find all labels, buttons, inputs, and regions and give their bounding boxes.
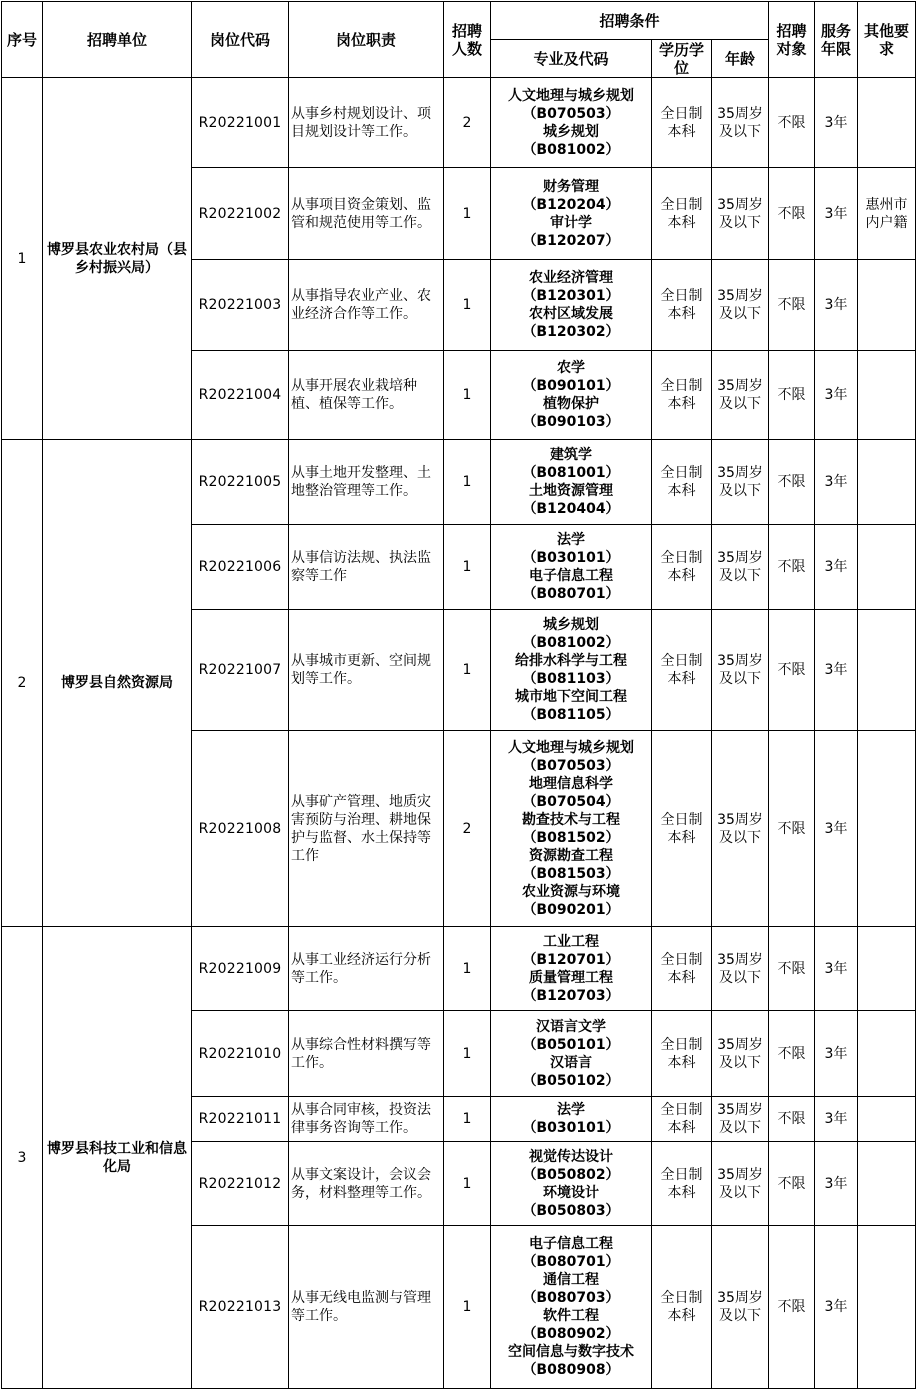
- major-line: （B070504）: [522, 793, 620, 810]
- other-cell: [858, 260, 916, 351]
- count-cell: 1: [444, 168, 491, 260]
- target-cell: 不限: [769, 168, 815, 260]
- service-cell: 3年: [815, 525, 858, 610]
- count-cell: 1: [444, 351, 491, 440]
- target-cell: 不限: [769, 260, 815, 351]
- other-cell: [858, 927, 916, 1011]
- major-cell: [491, 1226, 652, 1389]
- age-cell: 35周岁及以下: [712, 731, 769, 927]
- major-line: （B090201）: [522, 901, 620, 918]
- service-cell: 3年: [815, 351, 858, 440]
- target-cell: 不限: [769, 351, 815, 440]
- unit-cell: 博罗县科技工业和信息化局: [43, 927, 192, 1389]
- edu-cell: 全日制本科: [652, 525, 712, 610]
- major-line: 通信工程: [543, 1272, 599, 1288]
- edu-cell: 全日制本科: [652, 610, 712, 731]
- count-cell: 1: [444, 1226, 491, 1389]
- major-cell: [491, 351, 652, 440]
- recruitment-table: [1, 1, 916, 1389]
- duty-cell: 从事文案设计，会议会务，材料整理等工作。: [289, 1142, 444, 1226]
- major-cell: [491, 260, 652, 351]
- major-line: （B070503）: [522, 105, 620, 122]
- major-line: 城乡规划: [543, 617, 599, 633]
- other-cell: [858, 731, 916, 927]
- edu-cell: 全日制本科: [652, 927, 712, 1011]
- other-cell: [858, 525, 916, 610]
- major-line: 汉语言: [550, 1054, 592, 1071]
- major-line: （B081502）: [522, 829, 620, 846]
- header-service: 服务年限: [815, 2, 858, 78]
- age-cell: 35周岁及以下: [712, 927, 769, 1011]
- post-code-cell: R20221010: [192, 1011, 289, 1097]
- post-code-cell: R20221013: [192, 1226, 289, 1389]
- age-cell: 35周岁及以下: [712, 1011, 769, 1097]
- target-cell: 不限: [769, 1011, 815, 1097]
- major-line: （B120301）: [522, 288, 620, 304]
- count-cell: 1: [444, 1097, 491, 1142]
- major-line: 工业工程: [543, 933, 599, 950]
- other-cell: 惠州市内户籍: [858, 168, 916, 260]
- major-line: （B080701）: [522, 586, 620, 602]
- header-conditions: 招聘条件: [491, 2, 769, 40]
- edu-cell: 全日制本科: [652, 440, 712, 525]
- edu-cell: 全日制本科: [652, 260, 712, 351]
- count-cell: 2: [444, 78, 491, 168]
- major-cell: [491, 610, 652, 731]
- service-cell: 3年: [815, 1226, 858, 1389]
- duty-cell: 从事开展农业栽培种植、植保等工作。: [289, 351, 444, 440]
- table-row: [2, 440, 916, 525]
- major-line: 勘查技术与工程: [522, 811, 620, 828]
- major-line: 软件工程: [543, 1308, 599, 1324]
- service-cell: 3年: [815, 1097, 858, 1142]
- header-age: 年龄: [712, 40, 769, 78]
- post-code-cell: R20221003: [192, 260, 289, 351]
- post-code-cell: R20221005: [192, 440, 289, 525]
- major-line: （B050102）: [522, 1072, 620, 1089]
- major-line: 法学: [557, 1102, 585, 1118]
- major-line: （B081002）: [522, 635, 620, 651]
- target-cell: 不限: [769, 610, 815, 731]
- age-cell: 35周岁及以下: [712, 1097, 769, 1142]
- count-cell: 1: [444, 525, 491, 610]
- header-unit: 招聘单位: [43, 2, 192, 78]
- major-line: 人文地理与城乡规划: [508, 739, 634, 756]
- post-code-cell: R20221007: [192, 610, 289, 731]
- major-line: 财务管理: [543, 178, 599, 195]
- major-line: 建筑学: [550, 447, 592, 463]
- major-line: 质量管理工程: [529, 969, 613, 986]
- post-code-cell: R20221009: [192, 927, 289, 1011]
- major-line: （B120302）: [522, 324, 620, 340]
- count-cell: 1: [444, 440, 491, 525]
- post-code-cell: R20221001: [192, 78, 289, 168]
- major-line: 人文地理与城乡规划: [508, 87, 634, 104]
- service-cell: 3年: [815, 1142, 858, 1226]
- major-line: 植物保护: [543, 396, 599, 412]
- major-cell: [491, 1011, 652, 1097]
- major-cell: [491, 525, 652, 610]
- duty-cell: 从事工业经济运行分析等工作。: [289, 927, 444, 1011]
- seq-cell: 1: [2, 78, 43, 440]
- duty-cell: 从事综合性材料撰写等工作。: [289, 1011, 444, 1097]
- major-cell: [491, 440, 652, 525]
- age-cell: 35周岁及以下: [712, 525, 769, 610]
- major-line: （B070503）: [522, 757, 620, 774]
- target-cell: 不限: [769, 1226, 815, 1389]
- count-cell: 1: [444, 1011, 491, 1097]
- unit-cell: 博罗县农业农村局（县乡村振兴局）: [43, 78, 192, 440]
- major-line: （B081103）: [522, 671, 620, 687]
- header-other: 其他要求: [858, 2, 916, 78]
- duty-cell: 从事乡村规划设计、项目规划设计等工作。: [289, 78, 444, 168]
- major-line: （B081001）: [522, 465, 620, 481]
- age-cell: 35周岁及以下: [712, 168, 769, 260]
- count-cell: 2: [444, 731, 491, 927]
- edu-cell: 全日制本科: [652, 1226, 712, 1389]
- major-line: （B050101）: [522, 1036, 620, 1053]
- major-line: （B050802）: [522, 1166, 620, 1183]
- age-cell: 35周岁及以下: [712, 440, 769, 525]
- major-cell: [491, 168, 652, 260]
- other-cell: [858, 78, 916, 168]
- edu-cell: 全日制本科: [652, 351, 712, 440]
- count-cell: 1: [444, 260, 491, 351]
- major-line: （B120204）: [522, 196, 620, 213]
- duty-cell: 从事土地开发整理、土地整治管理等工作。: [289, 440, 444, 525]
- header-duty: 岗位职责: [289, 2, 444, 78]
- major-line: （B080902）: [522, 1326, 620, 1342]
- service-cell: 3年: [815, 927, 858, 1011]
- major-line: （B090103）: [522, 414, 620, 430]
- service-cell: 3年: [815, 1011, 858, 1097]
- table-row: [2, 927, 916, 1011]
- major-cell: [491, 78, 652, 168]
- major-line: （B080703）: [522, 1290, 620, 1306]
- post-code-cell: R20221011: [192, 1097, 289, 1142]
- age-cell: 35周岁及以下: [712, 1142, 769, 1226]
- major-line: （B080908）: [522, 1362, 620, 1378]
- age-cell: 35周岁及以下: [712, 260, 769, 351]
- target-cell: 不限: [769, 927, 815, 1011]
- major-line: 电子信息工程: [529, 1236, 613, 1252]
- post-code-cell: R20221002: [192, 168, 289, 260]
- target-cell: 不限: [769, 78, 815, 168]
- other-cell: [858, 351, 916, 440]
- major-line: （B081002）: [522, 141, 620, 158]
- table-row: [2, 78, 916, 168]
- major-line: 土地资源管理: [529, 483, 613, 499]
- target-cell: 不限: [769, 440, 815, 525]
- duty-cell: 从事无线电监测与管理等工作。: [289, 1226, 444, 1389]
- major-line: 电子信息工程: [529, 568, 613, 584]
- edu-cell: 全日制本科: [652, 168, 712, 260]
- major-line: 农业资源与环境: [522, 883, 620, 900]
- age-cell: 35周岁及以下: [712, 1226, 769, 1389]
- major-line: 空间信息与数字技术: [508, 1344, 634, 1360]
- other-cell: [858, 1011, 916, 1097]
- target-cell: 不限: [769, 525, 815, 610]
- major-cell: [491, 731, 652, 927]
- major-line: （B120404）: [522, 501, 620, 517]
- major-line: （B090101）: [522, 378, 620, 394]
- major-line: （B081105）: [522, 707, 620, 723]
- header-seq: 序号: [2, 2, 43, 78]
- major-line: 农村区域发展: [529, 306, 613, 322]
- other-cell: [858, 1226, 916, 1389]
- target-cell: 不限: [769, 1142, 815, 1226]
- service-cell: 3年: [815, 78, 858, 168]
- service-cell: 3年: [815, 440, 858, 525]
- post-code-cell: R20221006: [192, 525, 289, 610]
- edu-cell: 全日制本科: [652, 731, 712, 927]
- duty-cell: 从事矿产管理、地质灾害预防与治理、耕地保护与监督、水土保持等工作: [289, 731, 444, 927]
- service-cell: 3年: [815, 260, 858, 351]
- major-line: （B120703）: [522, 987, 620, 1004]
- major-line: 审计学: [550, 214, 592, 231]
- service-cell: 3年: [815, 731, 858, 927]
- header-major: 专业及代码: [491, 40, 652, 78]
- major-line: 农学: [557, 360, 585, 376]
- duty-cell: 从事合同审核，投资法律事务咨询等工作。: [289, 1097, 444, 1142]
- count-cell: 1: [444, 610, 491, 731]
- seq-cell: 2: [2, 440, 43, 927]
- header-count: 招聘人数: [444, 2, 491, 78]
- major-line: 城乡规划: [543, 123, 599, 140]
- duty-cell: 从事城市更新、空间规划等工作。: [289, 610, 444, 731]
- major-cell: [491, 927, 652, 1011]
- duty-cell: 从事指导农业产业、农业经济合作等工作。: [289, 260, 444, 351]
- major-line: （B080701）: [522, 1254, 620, 1270]
- major-line: 法学: [557, 532, 585, 548]
- target-cell: 不限: [769, 1097, 815, 1142]
- service-cell: 3年: [815, 168, 858, 260]
- edu-cell: 全日制本科: [652, 1097, 712, 1142]
- edu-cell: 全日制本科: [652, 1011, 712, 1097]
- post-code-cell: R20221012: [192, 1142, 289, 1226]
- major-line: （B050803）: [522, 1202, 620, 1219]
- unit-cell: 博罗县自然资源局: [43, 440, 192, 927]
- service-cell: 3年: [815, 610, 858, 731]
- target-cell: 不限: [769, 731, 815, 927]
- major-cell: [491, 1097, 652, 1142]
- post-code-cell: R20221004: [192, 351, 289, 440]
- edu-cell: 全日制本科: [652, 1142, 712, 1226]
- age-cell: 35周岁及以下: [712, 78, 769, 168]
- age-cell: 35周岁及以下: [712, 351, 769, 440]
- major-line: （B081503）: [522, 865, 620, 882]
- major-line: （B030101）: [522, 550, 620, 566]
- duty-cell: 从事信访法规、执法监察等工作: [289, 525, 444, 610]
- major-line: 环境设计: [543, 1184, 599, 1201]
- seq-cell: 3: [2, 927, 43, 1389]
- major-line: 农业经济管理: [529, 270, 613, 286]
- edu-cell: 全日制本科: [652, 78, 712, 168]
- duty-cell: 从事项目资金策划、监管和规范使用等工作。: [289, 168, 444, 260]
- count-cell: 1: [444, 1142, 491, 1226]
- other-cell: [858, 440, 916, 525]
- major-line: 城市地下空间工程: [515, 689, 627, 705]
- major-line: 给排水科学与工程: [515, 653, 627, 669]
- major-cell: [491, 1142, 652, 1226]
- other-cell: [858, 1097, 916, 1142]
- other-cell: [858, 610, 916, 731]
- count-cell: 1: [444, 927, 491, 1011]
- other-cell: [858, 1142, 916, 1226]
- major-line: （B030101）: [522, 1120, 620, 1136]
- major-line: （B120701）: [522, 951, 620, 968]
- header-target: 招聘对象: [769, 2, 815, 78]
- major-line: 地理信息科学: [529, 775, 613, 792]
- major-line: 视觉传达设计: [529, 1148, 613, 1165]
- header-edu: 学历学位: [652, 40, 712, 78]
- major-line: 汉语言文学: [536, 1018, 606, 1035]
- header-post-code: 岗位代码: [192, 2, 289, 78]
- major-line: 资源勘查工程: [529, 847, 613, 864]
- post-code-cell: R20221008: [192, 731, 289, 927]
- age-cell: 35周岁及以下: [712, 610, 769, 731]
- major-line: （B120207）: [522, 232, 620, 249]
